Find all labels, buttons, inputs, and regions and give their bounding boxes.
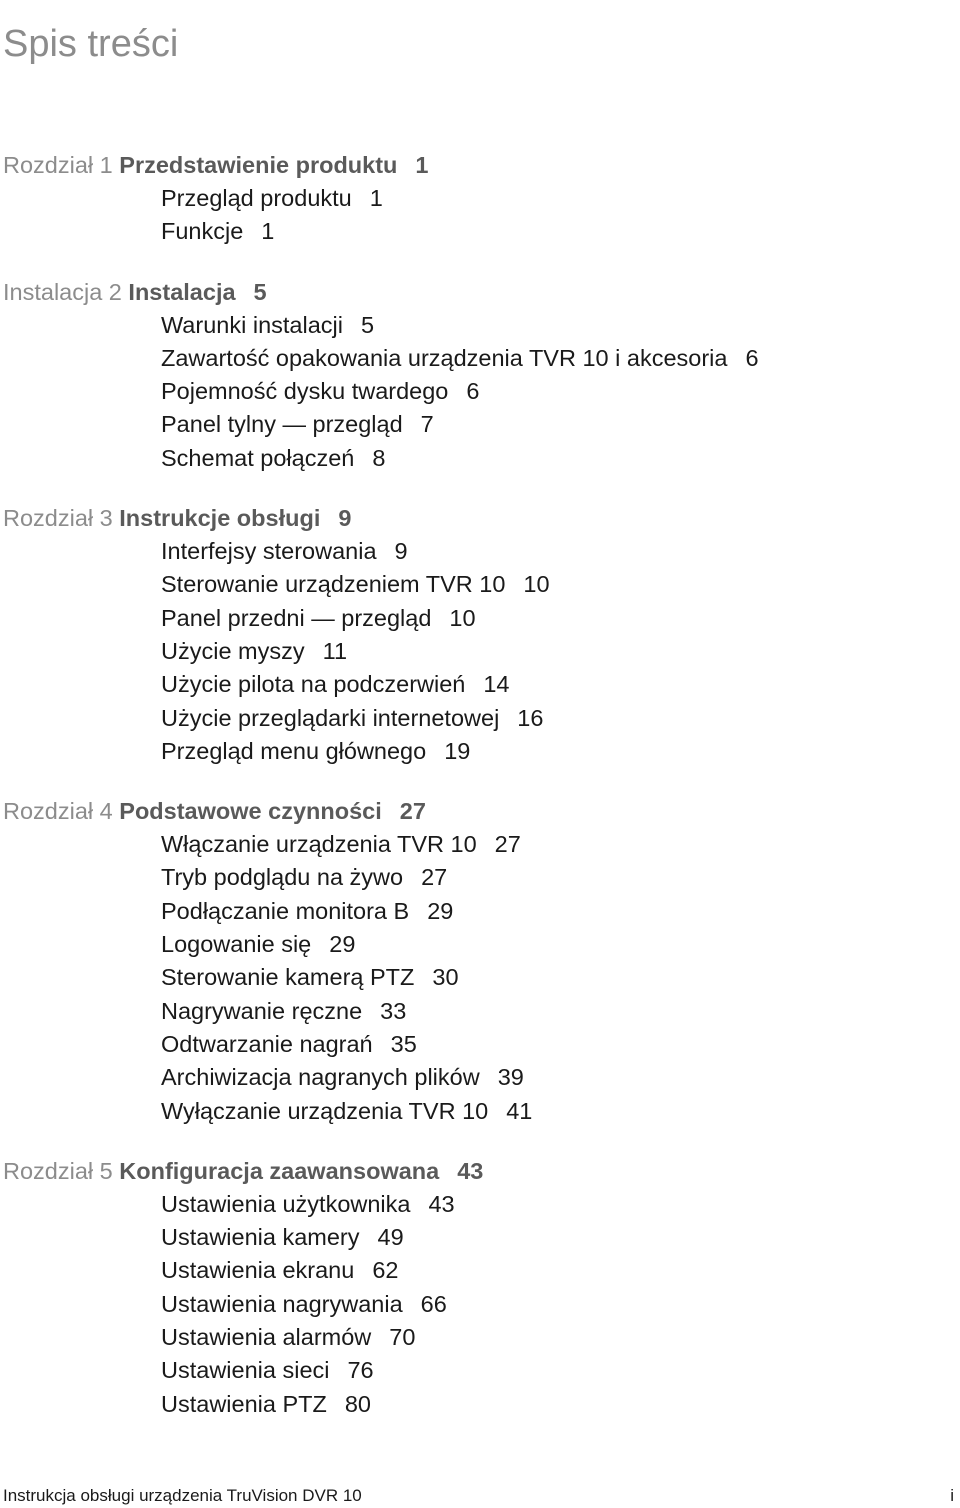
chapter-page-number: 1 (415, 152, 429, 178)
toc-entry[interactable] (0, 861, 960, 894)
entry-title: Podłączanie monitora B (161, 897, 410, 924)
toc-entry[interactable] (0, 568, 960, 601)
entry-title: Tryb podglądu na żywo (161, 864, 404, 891)
table-of-contents (0, 148, 960, 1447)
toc-entry[interactable] (0, 309, 960, 342)
toc-entry[interactable] (0, 1288, 960, 1321)
entry-page-number: 35 (390, 1030, 417, 1057)
toc-entry[interactable] (0, 895, 960, 928)
entry-title: Użycie pilota na podczerwień (161, 671, 466, 698)
toc-chapter-heading[interactable] (0, 1154, 960, 1188)
entry-page-number: 30 (432, 964, 459, 991)
footer-document-title: Instrukcja obsługi urządzenia TruVision DVR 10 (3, 1486, 362, 1505)
toc-chapter-heading[interactable] (0, 148, 960, 182)
chapter-label: Instalacja 2 (3, 278, 122, 305)
toc-entry[interactable] (0, 1354, 960, 1387)
entry-title: Panel tylny — przegląd (161, 411, 403, 438)
entry-page-number: 8 (372, 444, 386, 471)
toc-entry[interactable] (0, 702, 960, 735)
toc-entry[interactable] (0, 1061, 960, 1094)
entry-page-number: 27 (421, 864, 448, 891)
chapter-page-number: 5 (253, 278, 267, 305)
entry-page-number: 76 (347, 1357, 374, 1384)
entry-title: Użycie myszy (161, 637, 305, 664)
toc-entry[interactable] (0, 215, 960, 248)
toc-entry[interactable] (0, 342, 960, 375)
chapter-title: Instalacja (128, 278, 236, 305)
toc-entry[interactable] (0, 995, 960, 1028)
entry-title: Logowanie się (161, 931, 312, 958)
entry-title: Schemat połączeń (161, 444, 355, 471)
toc-chapter (0, 148, 960, 249)
entry-page-number: 9 (394, 538, 408, 565)
entry-title: Archiwizacja nagranych plików (161, 1064, 480, 1091)
entry-title: Funkcje (161, 218, 244, 245)
chapter-title: Konfiguracja zaawansowana (119, 1157, 440, 1184)
toc-entry[interactable] (0, 1388, 960, 1421)
entry-title: Ustawienia sieci (161, 1357, 330, 1384)
chapter-page-number: 43 (457, 1157, 484, 1184)
chapter-label: Rozdział 5 (3, 1157, 113, 1184)
toc-entry[interactable] (0, 408, 960, 441)
page-footer (0, 1484, 960, 1508)
entry-page-number: 62 (372, 1257, 399, 1284)
entry-title: Przegląd produktu (161, 185, 352, 211)
toc-chapter-heading[interactable] (0, 275, 960, 309)
entry-title: Ustawienia PTZ (161, 1390, 327, 1417)
toc-entry[interactable] (0, 602, 960, 635)
toc-entry[interactable] (0, 635, 960, 668)
toc-entry[interactable] (0, 535, 960, 568)
toc-entry[interactable] (0, 828, 960, 861)
entry-page-number: 41 (506, 1097, 533, 1124)
chapter-label: Rozdział 3 (3, 505, 113, 532)
chapter-title: Instrukcje obsługi (119, 505, 321, 532)
chapter-page-number: 27 (399, 798, 426, 825)
chapter-label: Rozdział 1 (3, 152, 113, 178)
page-title: Spis treści (3, 23, 179, 66)
entry-title: Sterowanie kamerą PTZ (161, 964, 415, 991)
toc-entry[interactable] (0, 961, 960, 994)
entry-page-number: 29 (329, 931, 356, 958)
entry-title: Sterowanie urządzeniem TVR 10 (161, 571, 506, 598)
toc-entry[interactable] (0, 182, 960, 215)
toc-entry[interactable] (0, 928, 960, 961)
entry-title: Nagrywanie ręczne (161, 997, 363, 1024)
entry-page-number: 49 (377, 1224, 404, 1251)
entry-page-number: 80 (344, 1390, 371, 1417)
toc-chapter (0, 794, 960, 1128)
toc-entry[interactable] (0, 1321, 960, 1354)
entry-page-number: 6 (466, 378, 480, 405)
entry-title: Ustawienia nagrywania (161, 1290, 403, 1317)
toc-entry[interactable] (0, 442, 960, 475)
toc-entry[interactable] (0, 1028, 960, 1061)
entry-page-number: 27 (494, 831, 521, 858)
entry-title: Ustawienia użytkownika (161, 1190, 411, 1217)
entry-page-number: 43 (428, 1190, 455, 1217)
chapter-title: Przedstawienie produktu (119, 152, 398, 178)
entry-page-number: 1 (261, 218, 275, 245)
entry-page-number: 19 (444, 737, 471, 764)
entry-title: Wyłączanie urządzenia TVR 10 (161, 1097, 489, 1124)
entry-page-number: 29 (427, 897, 454, 924)
entry-title: Pojemność dysku twardego (161, 378, 449, 405)
entry-title: Użycie przeglądarki internetowej (161, 704, 500, 731)
entry-page-number: 7 (420, 411, 434, 438)
entry-page-number: 39 (497, 1064, 524, 1091)
entry-page-number: 14 (483, 671, 510, 698)
entry-title: Ustawienia alarmów (161, 1324, 372, 1351)
toc-entry[interactable] (0, 1221, 960, 1254)
entry-page-number: 1 (369, 185, 383, 211)
entry-title: Interfejsy sterowania (161, 538, 377, 565)
toc-entry[interactable] (0, 1188, 960, 1221)
entry-title: Zawartość opakowania urządzenia TVR 10 i akcesoria (161, 344, 728, 371)
entry-title: Przegląd menu głównego (161, 737, 427, 764)
toc-entry[interactable] (0, 375, 960, 408)
entry-page-number: 11 (322, 637, 348, 664)
entry-title: Panel przedni — przegląd (161, 604, 432, 631)
toc-entry[interactable] (0, 1254, 960, 1287)
entry-title: Ustawienia ekranu (161, 1257, 355, 1284)
entry-page-number: 33 (380, 997, 407, 1024)
entry-title: Warunki instalacji (161, 311, 343, 338)
entry-page-number: 5 (360, 311, 375, 338)
toc-chapter-heading[interactable] (0, 794, 960, 828)
entry-page-number: 16 (517, 704, 544, 731)
toc-entry[interactable] (0, 1095, 960, 1128)
toc-entry[interactable] (0, 668, 960, 701)
entry-title: Odtwarzanie nagrań (161, 1030, 373, 1057)
toc-chapter (0, 275, 960, 475)
entry-page-number: 66 (420, 1290, 447, 1317)
entry-page-number: 70 (389, 1324, 416, 1351)
toc-entry[interactable] (0, 735, 960, 768)
chapter-title: Podstawowe czynności (119, 798, 382, 825)
entry-page-number: 6 (745, 344, 759, 371)
toc-chapter (0, 501, 960, 768)
entry-page-number: 10 (449, 604, 476, 631)
entry-page-number: 10 (523, 571, 550, 598)
toc-chapter-heading[interactable] (0, 501, 960, 535)
footer-page-number: i (950, 1486, 954, 1505)
entry-title: Włączanie urządzenia TVR 10 (161, 831, 477, 858)
entry-title: Ustawienia kamery (161, 1224, 360, 1251)
toc-chapter (0, 1154, 960, 1421)
chapter-page-number: 9 (338, 505, 352, 532)
chapter-label: Rozdział 4 (3, 798, 113, 825)
